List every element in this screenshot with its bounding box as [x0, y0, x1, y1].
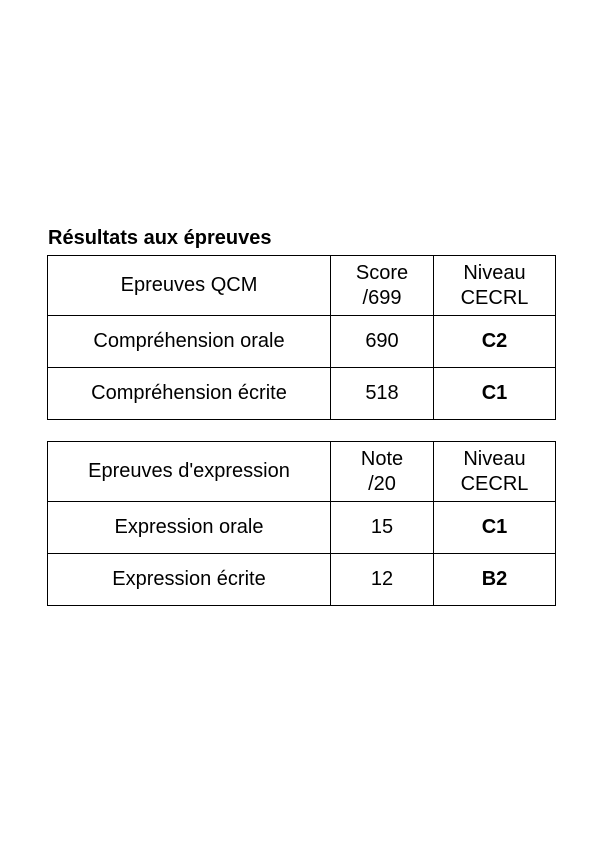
- table-row: [48, 316, 556, 368]
- level-cell: C1: [434, 368, 556, 420]
- score-cell: 518: [331, 368, 434, 420]
- note-cell: 12: [331, 554, 434, 606]
- header-level: Niveau CECRL: [434, 442, 556, 502]
- table-row: [48, 502, 556, 554]
- header-test-name: Epreuves QCM: [48, 256, 331, 316]
- table-header-row: [48, 442, 556, 502]
- header-note: Note /20: [331, 442, 434, 502]
- expression-results-table: [47, 441, 556, 606]
- test-name-cell: Compréhension orale: [48, 316, 331, 368]
- test-name-cell: Expression écrite: [48, 554, 331, 606]
- test-name-cell: Expression orale: [48, 502, 331, 554]
- table-header-row: [48, 256, 556, 316]
- qcm-results-table: [47, 255, 556, 420]
- header-test-name: Epreuves d'expression: [48, 442, 331, 502]
- note-cell: 15: [331, 502, 434, 554]
- header-score: Score /699: [331, 256, 434, 316]
- level-cell: B2: [434, 554, 556, 606]
- level-cell: C1: [434, 502, 556, 554]
- score-cell: 690: [331, 316, 434, 368]
- page-title: Résultats aux épreuves: [48, 227, 272, 249]
- test-name-cell: Compréhension écrite: [48, 368, 331, 420]
- table-row: [48, 554, 556, 606]
- header-level: Niveau CECRL: [434, 256, 556, 316]
- level-cell: C2: [434, 316, 556, 368]
- table-row: [48, 368, 556, 420]
